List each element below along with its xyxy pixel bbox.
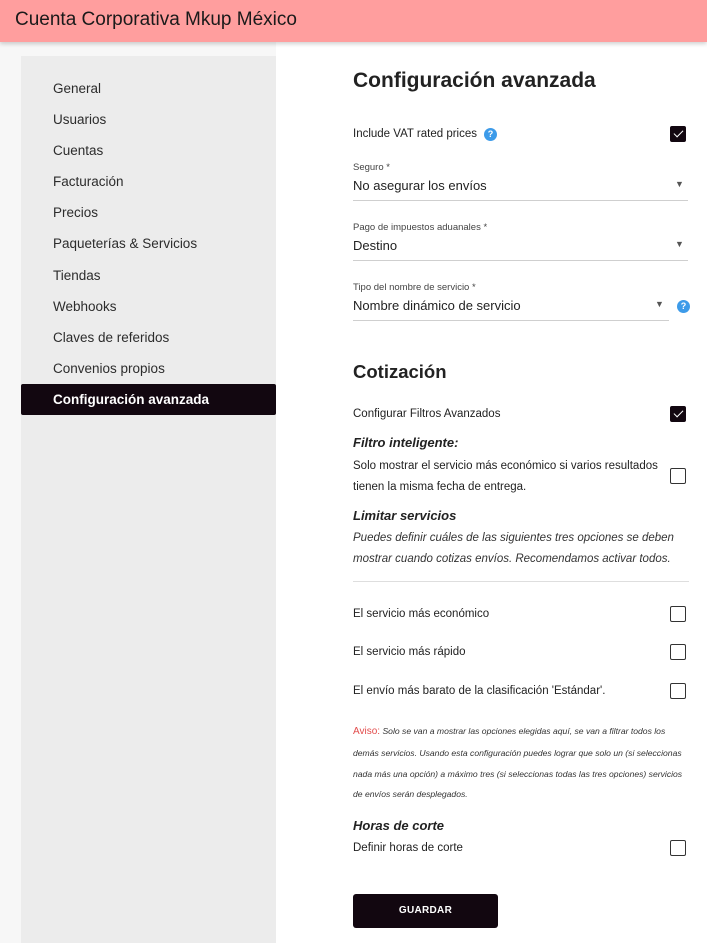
impuestos-select[interactable] [353, 222, 688, 262]
sidebar-item-cuentas[interactable]: Cuentas [53, 143, 104, 158]
option-economico-label: El servicio más económico [353, 608, 490, 620]
vat-checkbox[interactable] [670, 126, 686, 142]
save-button[interactable]: GUARDAR [353, 894, 498, 928]
limitar-title: Limitar servicios [353, 508, 457, 523]
account-title: Cuenta Corporativa Mkup México [15, 9, 297, 30]
sidebar-item-precios[interactable]: Precios [53, 205, 99, 220]
sidebar-item-tiendas[interactable]: Tiendas [53, 268, 101, 283]
filtros-checkbox[interactable] [670, 406, 686, 422]
seguro-label: Seguro * [353, 162, 390, 173]
sidebar-item-webhooks[interactable]: Webhooks [53, 299, 117, 314]
servicio-label: Tipo del nombre de servicio * [353, 282, 476, 293]
sidebar-item-general[interactable]: General [53, 81, 102, 96]
aviso-line3: nada más una opción) a máximo tres (si seleccionas todas las tres opciones) servicios [353, 768, 683, 779]
filtro-inteligente-line2: tienen la misma fecha de entrega. [353, 481, 527, 493]
chevron-down-icon: ▼ [675, 179, 684, 189]
sidebar-item-facturacion[interactable]: Facturación [53, 174, 124, 189]
cotizacion-title: Cotización [353, 361, 447, 382]
aviso-label: Aviso: [353, 726, 381, 737]
sidebar-item-convenios[interactable]: Convenios propios [53, 361, 165, 376]
impuestos-value: Destino [353, 238, 398, 253]
filtros-label: Configurar Filtros Avanzados [353, 408, 501, 420]
option-rapido-checkbox[interactable] [670, 644, 686, 660]
chevron-down-icon: ▼ [675, 239, 684, 249]
chevron-down-icon: ▼ [655, 299, 664, 309]
option-economico-checkbox[interactable] [670, 606, 686, 622]
vat-label: Include VAT rated prices [353, 128, 478, 140]
main-content [276, 42, 707, 943]
seguro-select[interactable] [353, 162, 688, 202]
servicio-value: Nombre dinámico de servicio [353, 298, 521, 313]
seguro-value: No asegurar los envíos [353, 178, 487, 193]
servicio-underline [353, 320, 669, 321]
filtro-inteligente-title: Filtro inteligente: [353, 435, 459, 450]
option-estandar-label: El envío más barato de la clasificación 'Estándar'. [353, 685, 606, 697]
sidebar-item-paqueterias[interactable]: Paqueterías & Servicios [53, 236, 198, 251]
aviso-line4: de envíos serán desplegados. [353, 789, 468, 800]
impuestos-underline [353, 260, 688, 261]
filtro-inteligente-line1: Solo mostrar el servicio más económico si varios resultados [353, 460, 658, 472]
servicio-help-icon[interactable]: ? [677, 300, 690, 313]
seguro-underline [353, 200, 688, 201]
sidebar-item-claves-referidos[interactable]: Claves de referidos [53, 330, 170, 345]
horas-corte-title: Horas de corte [353, 818, 445, 833]
limitar-line1: Puedes definir cuáles de las siguientes tres opciones se deben [353, 532, 674, 544]
aviso-line2: demás servicios. Usando esta configuración puedes lograr que solo un (si seleccionas [353, 747, 682, 758]
sidebar-nav [21, 56, 276, 943]
option-estandar-checkbox[interactable] [670, 683, 686, 699]
servicio-select[interactable] [353, 282, 669, 322]
page-title: Configuración avanzada [353, 69, 596, 92]
filtro-inteligente-checkbox[interactable] [670, 468, 686, 484]
option-rapido-label: El servicio más rápido [353, 646, 466, 658]
vat-help-icon[interactable]: ? [484, 128, 497, 141]
sidebar-item-usuarios[interactable]: Usuarios [53, 112, 107, 127]
sidebar-item-configuracion-avanzada[interactable]: Configuración avanzada [21, 384, 276, 415]
aviso-note [353, 721, 698, 805]
section-divider [353, 581, 689, 582]
horas-corte-checkbox[interactable] [670, 840, 686, 856]
impuestos-label: Pago de impuestos aduanales * [353, 222, 488, 233]
top-bar [0, 0, 707, 42]
horas-corte-label: Definir horas de corte [353, 842, 463, 854]
limitar-line2: mostrar cuando cotizas envíos. Recomendamos activar todos. [353, 553, 671, 565]
aviso-line1: Solo se van a mostrar las opciones elegidas aquí, se van a filtrar todos los [380, 726, 666, 736]
